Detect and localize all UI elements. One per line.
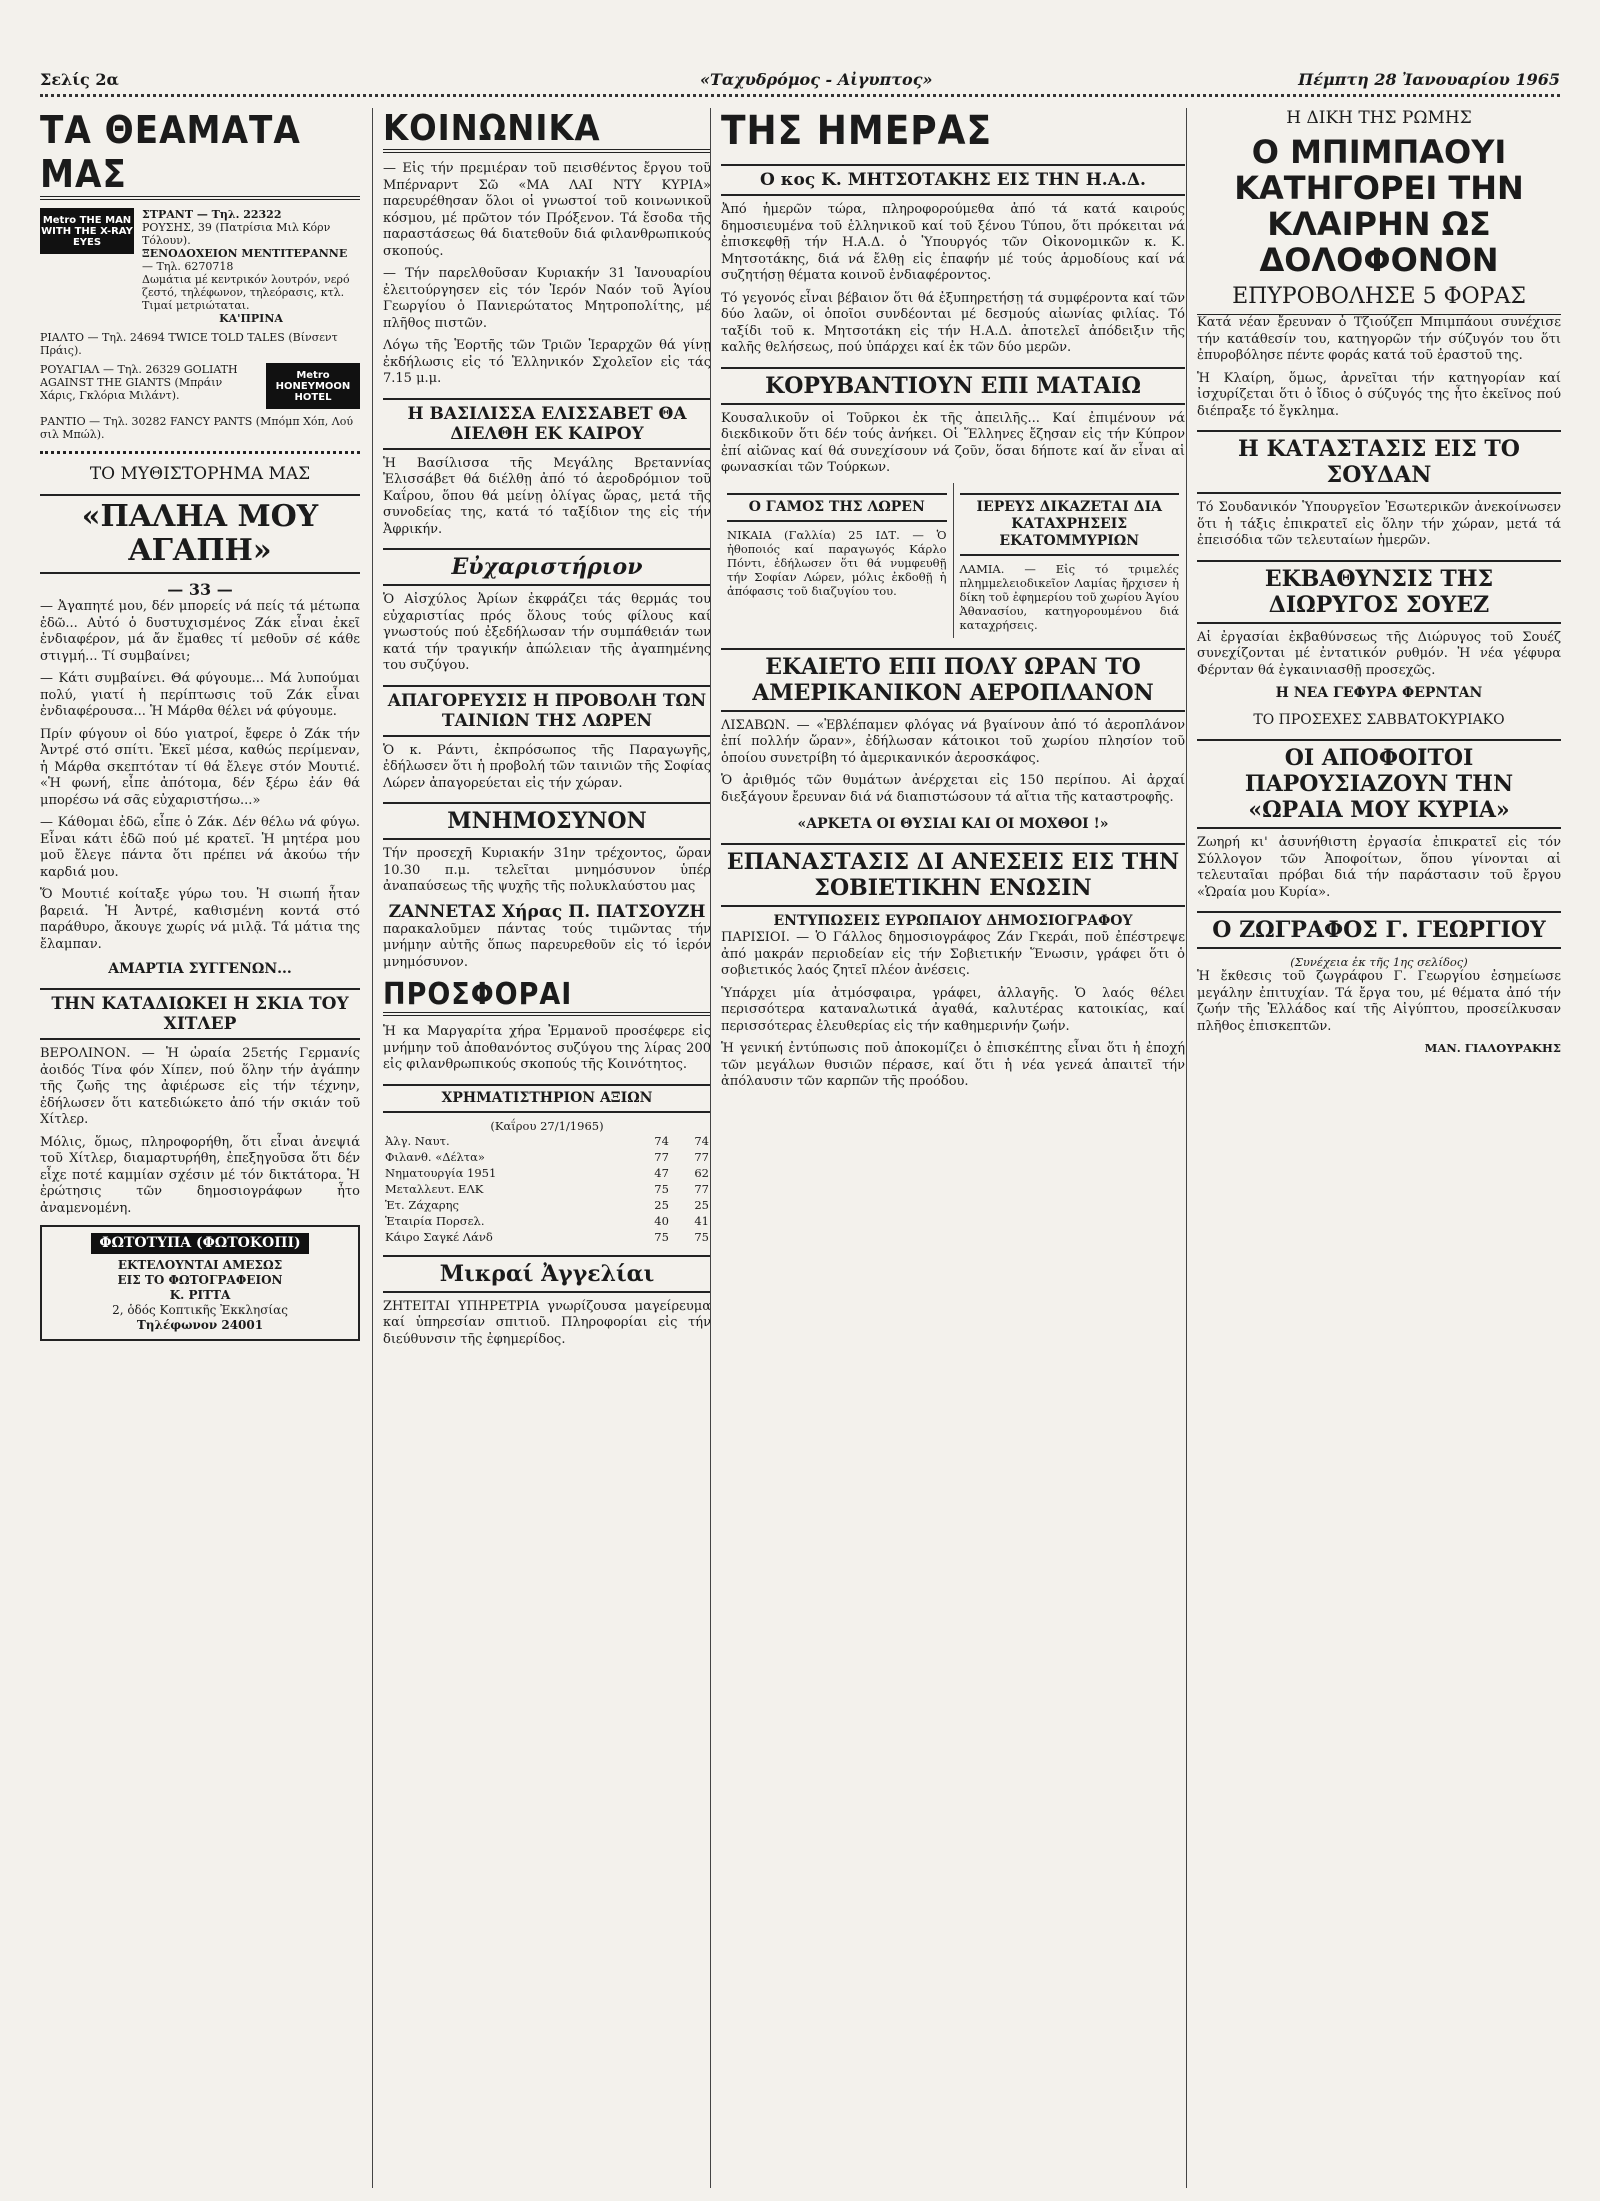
stock-cell-name: Κάιρο Σαγκέ Λάνδ	[385, 1229, 493, 1244]
hitler-headline: ΤΗΝ ΚΑΤΑΔΙΩΚΕΙ Η ΣΚΙΑ ΤΟΥ ΧΙΤΛΕΡ	[40, 988, 360, 1040]
painter-headline: Ο ΖΩΓΡΑΦΟΣ Γ. ΓΕΩΡΓΙΟΥ	[1197, 911, 1561, 949]
social-item: — Εἰς τήν πρεμιέραν τοῦ πεισθέντος ἔργου τοῦ Μπέρναρντ Σῶ «ΜΑ ΛΑΙ ΝΤΥ ΚΥΡΙΑ» παρευρέθησαν ὅλοι οἱ γνωστοί τοῦ κοινωνικοῦ κόσμου, μέ πρῶτον τόν Πρόξενον. Τά ἔσοδα τῆς παραστάσεως θά διατεθοῦν διά φιλανθρωπικούς σκοπούς.	[383, 161, 711, 259]
stock-cell-c: 77	[694, 1181, 709, 1196]
priest-story	[953, 483, 1186, 638]
stock-cell-p: 75	[654, 1181, 669, 1196]
stock-cell-c: 62	[694, 1165, 709, 1180]
strand-address: ΡΟΥΣΗΣ, 39 (Πατρίσια Μιλ Κόρν Τόλουν).	[142, 221, 331, 247]
rome-paragraph: Κατά νέαν ἔρευναν ὁ Τζιούζεπ Μπιμπάουι συνέχισε τήν κατάθεσίν του, κατηγορῶν τήν σύζυγόν του ὅτι ἐπυροβόλησε πέντε φοράς κατά τοῦ ἐραστοῦ της.	[1197, 315, 1561, 363]
soviet-subheadline: ΕΝΤΥΠΩΣΕΙΣ ΕΥΡΩΠΑΙΟΥ ΔΗΜΟΣΙΟΓΡΑΦΟΥ	[773, 913, 1133, 929]
novel-paragraph: — Κάθομαι ἐδῶ, εἶπε ὁ Ζάκ. Δέν θέλω νά φύγω. Εἶναι κάτι ἐδῶ πού μέ κρατεῖ. Ἡ μητέρα μου μοῦ ἔλεγε πάντα ὅτι πρέπει νά ἀκούω τήν καρδιά μου.	[40, 815, 360, 880]
painter-continued: (Συνέχεια ἐκ τῆς 1ης σελίδος)	[1290, 955, 1468, 969]
offers-headline: ΠΡΟΣΦΟΡΑΙ	[383, 977, 711, 1016]
cinema-listing-2	[40, 363, 360, 409]
stock-row	[383, 1181, 711, 1197]
novel-paragraph: Ὅ Μουτιέ κοίταξε γύρω του. Ἡ σιωπή ἦταν βαρειά. Ἡ Ἀντρέ, καθισμένη κοντά στό παράθυρο, ἄκουγε χωρίς νά μιλᾷ. Τά μάτια της ἔλαμπαν.	[40, 887, 360, 952]
royal-listing: ΡΟΥΑΓΙΑΛ — Τηλ. 26329 GOLIATH AGAINST THE GIANTS (Μπράιν Χάρις, Γκλόρια Μιλάντ).	[40, 363, 238, 402]
column-3	[710, 108, 1195, 2188]
novel-title: «ΠΑΛΗΑ ΜΟΥ ΑΓΑΠΗ»	[40, 494, 360, 574]
painter-signature: ΜΑΝ. ΓΙΑΛΟΥΡΑΚΗΣ	[1424, 1041, 1561, 1055]
theatre-headline: ΟΙ ΑΠΟΦΟΙΤΟΙ ΠΑΡΟΥΣΙΑΖΟΥΝ ΤΗΝ «ΩΡΑΙΑ ΜΟΥ ΚΥΡΙΑ»	[1197, 739, 1561, 829]
offers-paragraph: Ἡ κα Μαργαρίτα χήρα Ἐρμανοῦ προσέφερε εἰς μνήμην τοῦ ἀποθανόντος συζύγου της λίρας 200 εἰς φιλανθρωπικούς σκοπούς τῆς Κοινότητος.	[383, 1024, 711, 1072]
hitler-paragraph: Μόλις, ὅμως, πληροφορήθη, ὅτι εἶναι ἀνεψιά τοῦ Χίτλερ, διαμαρτυρήθη, ἐπεξηγοῦσα ὅτι δέν εἶχε ποτέ καμμίαν σχέσιν μέ τόν δικτάτορα. Ἡ ἐρώτησις τῶν δημοσιογράφων ἦτο ἀναμενομένη.	[40, 1134, 360, 1216]
suez-headline: ΕΚΒΑΘΥΝΣΙΣ ΤΗΣ ΔΙΩΡΥΓΟΣ ΣΟΥΕΖ	[1197, 560, 1561, 624]
section-heading-theamata: ΤΑ ΘΕΑΜΑΤΑ ΜΑΣ	[40, 108, 360, 200]
photocopy-ad	[40, 1225, 360, 1341]
ad-line: ΕΚΤΕΛΟΥΝΤΑΙ ΑΜΕΣΩΣ	[117, 1258, 283, 1272]
priest-paragraph: ΛΑΜΙΑ. — Εἰς τό τριμελές πλημμελειοδικεῖον Λαμίας ἤρχισεν ἡ δίκη τοῦ ἐφημερίου τοῦ χωρίου Ἁγίου Ἀθανασίου, κατηγορουμένου διά καταχρήσεις.	[959, 561, 1179, 632]
ban-headline: ΑΠΑΓΟΡΕΥΣΙΣ Η ΠΡΟΒΟΛΗ ΤΩΝ ΤΑΙΝΙΩΝ ΤΗΣ ΛΩΡΕΝ	[383, 685, 711, 737]
novel-paragraph: — Κάτι συμβαίνει. Θά φύγουμε... Μά λυπούμαι πολύ, γιατί ἡ περίπτωσις τοῦ Ζάκ εἶναι ἐνδιαφέρουσα... Ἡ Μάρθα θέλει νά φύγουμε.	[40, 671, 360, 719]
soviet-kicker: «ΑΡΚΕΤΑ ΟΙ ΘΥΣΙΑΙ ΚΑΙ ΟΙ ΜΟΧΘΟΙ !»	[797, 816, 1109, 832]
cinema-listing-1	[40, 208, 360, 325]
sudan-headline: Η ΚΑΤΑΣΤΑΣΙΣ ΕΙΣ ΤΟ ΣΟΥΔΑΝ	[1197, 430, 1561, 494]
hotel-name: ΞΕΝΟΔΟΧΕΙΟΝ ΜΕΝΤΙΤΕΡΑΝΝΕ	[142, 247, 348, 260]
column-2	[372, 108, 721, 2188]
stock-cell-p: 25	[654, 1197, 669, 1212]
photocopy-ad-title: ΦΩΤΟΤΥΠΑ (ΦΩΤΟΚΟΠΙ)	[91, 1233, 308, 1254]
cinema-info	[142, 208, 360, 325]
classified-ad: ΖΗΤΕΙΤΑΙ ΥΠΗΡΕΤΡΙΑ γνωρίζουσα μαγείρευμα καί ὑπηρεσίαν σπιτιοῦ. Πληροφορίαι εἰς τήν διεύθυνσιν τῆς ἐφημερίδος.	[383, 1298, 711, 1347]
social-item: Λόγω τῆς Ἑορτῆς τῶν Τριῶν Ἱεραρχῶν θά γίνῃ ἐκδήλωσις εἰς τό Ἑλληνικόν Σχολεῖον εἰς τάς 7.15 μ.μ.	[383, 338, 711, 386]
priest-headline: ΙΕΡΕΥΣ ΔΙΚΑΖΕΤΑΙ ΔΙΑ ΚΑΤΑΧΡΗΣΕΙΣ ΕΚΑΤΟΜΜΥΡΙΩΝ	[960, 493, 1180, 556]
stock-row	[383, 1149, 711, 1165]
kaprina: ΚΑ'ΠΡΙΝΑ	[219, 312, 283, 325]
lead-paragraph: Τό γεγονός εἶναι βέβαιον ὅτι θά ἐξυπηρετήσῃ τά συμφέροντα καί τῶν δύο λαῶν, οἱ ὁποῖοι συνδέονται μέ δεσμούς αἰωνίας φιλίας. Τό ταξίδι τοῦ κ. Μητσοτάκη εἰς τήν Η.Α.Δ. ἀποτελεῖ ἀπόδειξιν τῆς καλῆς θελήσεως, πού ὑπάρχει καί ἐκ τῶν δύο μερῶν.	[721, 290, 1185, 355]
soviet-paragraph: Ὑπάρχει μία ἀτμόσφαιρα, γράφει, ἀλλαγῆς. Ὁ λαός θέλει περισσότερα καταναλωτικά ἀγαθά, καλυτέρας κατοικίας, καί περισσότερας ἐλευθερίας εἰς τήν καθημερινήν ζωήν.	[721, 985, 1185, 1034]
stock-cell-p: 74	[654, 1133, 669, 1148]
stock-cell-name: Ἑταιρία Πορσελ.	[385, 1213, 485, 1228]
honeymoon-hotel-logo: Metro HONEYMOON HOTEL	[266, 363, 360, 409]
sudan-paragraph: Τό Σουδανικόν Ὑπουργεῖον Ἐσωτερικῶν ἀνεκοίνωσεν ὅτι ἡ τάξις ἐπικρατεῖ εἰς ὅλην τήν χώραν, μετά τά ἐπεισόδια τῶν τελευταίων ἡμερῶν.	[1197, 500, 1561, 548]
stock-cell-c: 75	[694, 1229, 709, 1244]
stock-row	[383, 1213, 711, 1229]
thanks-paragraph: Ὁ Αἰσχύλος Ἀρίων ἐκφράζει τάς θερμάς του εὐχαριστίας πρός ὅλους τούς φίλους καί γνωστούς πού ἐξεδήλωσαν τήν συμπάθειάν των κατά τήν τραγικήν ἀπώλειαν τῆς ἀγαπημένης του συζύγου.	[383, 592, 711, 673]
stock-row	[383, 1133, 711, 1149]
stock-cell-c: 77	[694, 1149, 709, 1164]
lead-paragraph: Ἀπό ἡμερῶν τώρα, πληροφορούμεθα ἀπό τά κατά καιρούς δημοσιευμένα τοῦ ἑλληνικοῦ καί τοῦ ξένου Τύπου, ὅτι πρόκειται νά ἐπισκεφθῇ τήν Η.Α.Δ. ὁ Ὑπουργός τῶν Οἰκονομικῶν κ. Κ. Μητσοτάκης, διά νά ἔλθῃ εἰς ἐπαφήν μέ τούς ἁρμοδίους καί νά συζητήσῃ θέματα κοινοῦ ἐνδιαφέροντος.	[721, 202, 1185, 283]
two-stories	[721, 483, 1185, 638]
page-number: Σελίς 2α	[40, 70, 119, 89]
stock-cell-p: 75	[654, 1229, 669, 1244]
column-1	[40, 108, 370, 2188]
strand-line: ΣΤΡΑΝΤ — Τηλ. 22322	[142, 208, 282, 221]
stocks-table	[383, 1133, 711, 1245]
lauren-headline: Ο ΓΑΜΟΣ ΤΗΣ ΛΩΡΕΝ	[727, 493, 947, 522]
stock-row	[383, 1229, 711, 1245]
turkey-paragraph: Κουσαλικοῦν οἱ Τοῦρκοι ἐκ τῆς ἀπειλῆς... Καί ἐπιμένουν νά διεκδικοῦν ὅτι δέν τούς ἀνήκει. Οἱ Ἕλληνες ἔζησαν εἰς τήν Κύπρον ἐπί αἰῶνας καί θά συνεχίσουν νά ζοῦν, ὅσαι δήποτε καί ἄν εἶναι αἱ φωνασκίαι τῶν Τούρκων.	[721, 410, 1185, 475]
stock-cell-p: 40	[654, 1213, 669, 1228]
memorial-name: ΖΑΝΝΕΤΑΣ Χήρας Π. ΠΑΤΣΟΥΖΗ	[388, 901, 706, 922]
stock-cell-name: Φιλανθ. «Δέλτα»	[385, 1149, 485, 1164]
stocks-date: (Καΐρου 27/1/1965)	[490, 1118, 604, 1133]
novel-installment: — 33 —	[167, 580, 233, 599]
queen-headline: Η ΒΑΣΙΛΙΣΣΑ ΕΛΙΣΣΑΒΕΤ ΘΑ ΔΙΕΛΘΗ ΕΚ ΚΑΙΡΟΥ	[383, 398, 711, 450]
stock-cell-name: Ἑτ. Ζάχαρης	[385, 1197, 459, 1212]
rialto-listing: ΡΙΑΛΤΟ — Τηλ. 24694 TWICE TOLD TALES (Βίνσεντ Πράις).	[40, 331, 338, 357]
radio-listing: ΡΑΝΤΙΟ — Τηλ. 30282 FANCY PANTS (Μπόμπ Χόπ, Λού σιλ Μπώλ).	[40, 415, 354, 441]
queen-paragraph: Ἡ Βασίλισσα τῆς Μεγάλης Βρεταννίας Ἐλισσάβετ θά διέλθῃ ἀπό τό ἀεροδρόμιον τοῦ Καΐρου, ὅπου θά μείνῃ ὀλίγας ὥρας, μετά τῆς συνοδείας της, κατά τό ταξίδιον της εἰς τήν Ἀφρικήν.	[383, 455, 711, 537]
memorial-paragraph: Τήν προσεχῆ Κυριακήν 31ην τρέχοντος, ὥραν 10.30 π.μ. τελεῖται μνημόσυνον ὑπέρ ἀναπαύσεως τῆς ψυχῆς τῆς πολυκλαύστου μας	[383, 846, 711, 894]
plane-headline: ΕΚΑΙΕΤΟ ΕΠΙ ΠΟΛΥ ΩΡΑΝ ΤΟ ΑΜΕΡΙΚΑΝΙΚΟΝ ΑΕΡΟΠΛΑΝΟΝ	[721, 648, 1185, 712]
ad-line: ΕΙΣ ΤΟ ΦΩΤΟΓΡΑΦΕΙΟΝ	[117, 1273, 283, 1287]
plane-paragraph: Ὁ ἀριθμός τῶν θυμάτων ἀνέρχεται εἰς 150 περίπου. Αἱ ἀρχαί διεξάγουν ἔρευναν διά νά διαπιστώσουν τά αἴτια τῆς καταστροφῆς.	[721, 773, 1185, 805]
rome-subheadline: ΕΠΥΡΟΒΟΛΗΣΕ 5 ΦΟΡΑΣ	[1197, 284, 1561, 315]
stock-row	[383, 1197, 711, 1213]
plane-paragraph: ΛΙΣΑΒΩΝ. — «Ἐβλέπαμεν φλόγας νά βγαίνουν ἀπό τό ἀεροπλάνον ἐπί πολλήν ὥραν», ἐδήλωσαν κάτοικοι τοῦ χωρίου πλησίον τοῦ ὁποίου συνετρίβη τό ἀμερικανικόν ἀεροσκάφος.	[721, 717, 1185, 766]
issue-date: Πέμπτη 28 Ἰανουαρίου 1965	[1298, 70, 1560, 89]
soviet-headline: ΕΠΑΝΑΣΤΑΣΙΣ ΔΙ ΑΝΕΣΕΙΣ ΕΙΣ ΤΗΝ ΣΟΒΙΕΤΙΚΗΝ ΕΝΩΣΙΝ	[721, 843, 1185, 907]
novel-paragraph: Πρίν φύγουν οἱ δύο γιατροί, ἔφερε ὁ Ζάκ τήν Ἀντρέ στό σπίτι. Ἐκεῖ μέσα, καθώς περίμεναν, ἡ Μάρθα σκεπτόταν τί θά ἔλεγε στόν Μουτιέ. «Ἡ φωνή, εἶπε ἀπότομα, δέν ξέρω ἐάν θά μπορέσω νά σᾶς εὐχαριστήσω...»	[40, 726, 360, 808]
hitler-paragraph: ΒΕΡΟΛΙΝΟΝ. — Ἡ ὡραία 25ετής Γερμανίς ἀοιδός Τίνα φόν Χίπεν, πού ὅλην τήν ἀγάπην τῆς ζωῆς της ἀφιέρωσε εἰς τήν τέχνην, ἐδήλωσεν ὅτι κατεδιώκετο ἀπό τήν σκιάν τοῦ Χίτλερ.	[40, 1046, 360, 1127]
metro-logo: Metro THE MAN WITH THE X-RAY EYES	[40, 208, 134, 254]
masthead	[40, 70, 1560, 97]
lauren-story	[721, 483, 953, 638]
suez-paragraph: Αἱ ἐργασίαι ἐκβαθύνσεως τῆς Διώρυγος τοῦ Σουέζ συνεχίζονται μέ ἐντατικόν ρυθμόν. Ἡ νέα γέφυρα Φέρνταν θά ἐγκαινιασθῇ προσεχῶς.	[1197, 629, 1561, 678]
stock-cell-name: Ἀλγ. Ναυτ.	[385, 1133, 450, 1148]
ad-line: Κ. ΡΙΤΤΑ	[169, 1288, 231, 1302]
turkey-headline: ΚΟΡΥΒΑΝΤΙΟΥΝ ΕΠΙ ΜΑΤΑΙΩ	[721, 367, 1185, 405]
theatre-paragraph: Ζωηρή κι' ἀσυνήθιστη ἐργασία ἐπικρατεῖ εἰς τόν Σύλλογον τῶν Ἀποφοίτων, ὅπου γίνονται αἱ τελευταῖαι πρόβαι διά τήν παράστασιν τοῦ ἔργου «Ὡραία μου Κυρία».	[1197, 835, 1561, 900]
painter-paragraph: Ἡ ἔκθεσις τοῦ ζωγράφου Γ. Γεωργίου ἐσημείωσε μεγάλην ἐπιτυχίαν. Τά ἔργα του, μέ θέματα ἀπό τήν ζωήν τῆς Ἑλλάδος καί τῆς Αἰγύπτου, προσείλκυσαν πλῆθος ἐπισκεπτῶν.	[1197, 969, 1561, 1034]
stock-cell-p: 47	[654, 1165, 669, 1180]
stock-cell-name: Νηματουργία 1951	[385, 1165, 497, 1180]
column-4	[1186, 108, 1561, 2188]
rome-paragraph: Ἡ Κλαίρη, ὅμως, ἀρνεῖται τήν κατηγορίαν καί ἰσχυρίζεται ὅτι ὁ ἴδιος ὁ σύζυγός της ἦτο ἐκεῖνος πού διέπραξε τό ἔγκλημα.	[1197, 370, 1561, 419]
stock-cell-c: 41	[694, 1213, 709, 1228]
section-heading-koinonika: ΚΟΙΝΩΝΙΚΑ	[383, 108, 711, 153]
stock-row	[383, 1165, 711, 1181]
classifieds-headline: Μικραί Ἀγγελίαι	[383, 1255, 711, 1293]
thanks-headline: Εὐχαριστήριον	[383, 548, 711, 586]
rome-kicker: Η ΔΙΚΗ ΤΗΣ ΡΩΜΗΣ	[1286, 108, 1472, 128]
ad-phone: Τηλέφωνον 24001	[136, 1318, 264, 1332]
hotel-tel: — Τηλ. 6270718	[142, 260, 234, 273]
lead-headline: Ο κος Κ. ΜΗΤΣΟΤΑΚΗΣ ΕΙΣ ΤΗΝ Η.Α.Δ.	[721, 164, 1185, 196]
stocks-headline: ΧΡΗΜΑΤΙΣΤΗΡΙΟΝ ΑΞΙΩΝ	[383, 1084, 711, 1113]
novel-paragraph: — Ἀγαπητέ μου, δέν μπορείς νά πείς τά μέτωπα ἐδῶ... Αὐτό ὁ δυστυχισμένος Ζάκ εἶναι ἐκεῖ ἐνδιαφέρον, μά ἄν ἔμαθες τί μεθοῦν σέ κάθε στιγμή... Τί συμβαίνει;	[40, 599, 360, 664]
rome-headline: Ο ΜΠΙΜΠΑΟΥΙ ΚΑΤΗΓΟΡΕΙ ΤΗΝ ΚΛΑΙΡΗΝ ΩΣ ΔΟΛΟΦΟΝΟΝ	[1234, 133, 1524, 279]
ad-line: 2, ὁδός Κοπτικῆς Ἐκκλησίας	[112, 1303, 288, 1317]
hotel-desc: Δωμάτια μέ κεντρικόν λουτρόν, νερό ζεστό, τηλέφωνον, τηλεόρασις, κτλ. Τιμαί μετριώταται.	[142, 273, 350, 312]
stock-cell-c: 25	[694, 1197, 709, 1212]
memorial-headline: ΜΝΗΜΟΣΥΝΟΝ	[383, 802, 711, 840]
stock-cell-c: 74	[694, 1133, 709, 1148]
memorial-paragraph: παρακαλοῦμεν πάντας τούς τιμῶντας τήν μνήμην αὐτῆς ὅπως παρευρεθοῦν εἰς τό ἱερόν μνημόσυνον.	[383, 921, 711, 970]
stock-cell-p: 77	[654, 1149, 669, 1164]
social-item: — Τήν παρελθοῦσαν Κυριακήν 31 Ἰανουαρίου ἐλειτούργησεν εἰς τόν Ἱερόν Ναόν τοῦ Ἁγίου Γεωργίου ὁ Πανιερώτατος Μητροπολίτης, μέ πλῆθος πιστῶν.	[383, 266, 711, 331]
ban-paragraph: Ὁ κ. Ράντι, ἐκπρόσωπος τῆς Παραγωγῆς, ἐδήλωσεν ὅτι ἡ προβολή τῶν ταινιῶν τῆς Σοφίας Λώρεν ἀπαγορεύεται εἰς τήν χώραν.	[383, 742, 711, 791]
lauren-paragraph: ΝΙΚΑΙΑ (Γαλλία) 25 ΙΔΤ. — Ὁ ἡθοποιός καί παραγωγός Κάρλο Πόντι, ἐδήλωσεν ὅτι θά νυμφευθῇ τήν Σοφίαν Λώρεν, μόλις ἐκδοθῇ ἡ ἀπόφασις τοῦ διαζυγίου του.	[727, 527, 947, 598]
theatre-kicker: ΤΟ ΠΡΟΣΕΧΕΣ ΣΑΒΒΑΤΟΚΥΡΙΑΚΟ	[1253, 712, 1505, 728]
amartia-kicker: ΑΜΑΡΤΙΑ ΣΥΓΓΕΝΩΝ...	[108, 961, 292, 977]
divider	[40, 451, 360, 454]
suez-subheadline: Η ΝΕΑ ΓΕΦΥΡΑ ΦΕΡΝΤΑΝ	[1275, 685, 1483, 701]
section-heading-tis-imeras: ΤΗΣ ΗΜΕΡΑΣ	[721, 108, 993, 154]
soviet-paragraph: ΠΑΡΙΣΙΟΙ. — Ὁ Γάλλος δημοσιογράφος Ζάν Γκεράι, ποῦ ἐπέστρεψε ἀπό μακράν περιοδείαν εἰς τήν Σοβιετικήν Ἕνωσιν, γράφει ὅτι ὁ σοβιετικός λαός ζητεῖ πλέον ἀνέσεις.	[721, 930, 1185, 978]
novel-kicker: ΤΟ ΜΥΘΙΣΤΟΡΗΜΑ ΜΑΣ	[89, 464, 311, 484]
stock-cell-name: Μεταλλευτ. ΕΛΚ	[385, 1181, 484, 1196]
paper-name: «Ταχυδρόμος - Αἰγυπτος»	[700, 70, 933, 89]
soviet-paragraph: Ἡ γενική ἐντύπωσις ποῦ ἀποκομίζει ὁ ἐπισκέπτης εἶναι ὅτι ἡ ἐποχή τῶν μεγάλων θυσιῶν πέρασε, καί ὅτι ἡ νέα γενεά ἀπαιτεῖ τήν ἀπόλαυσιν τῶν καρπῶν τῆς προόδου.	[721, 1041, 1185, 1089]
